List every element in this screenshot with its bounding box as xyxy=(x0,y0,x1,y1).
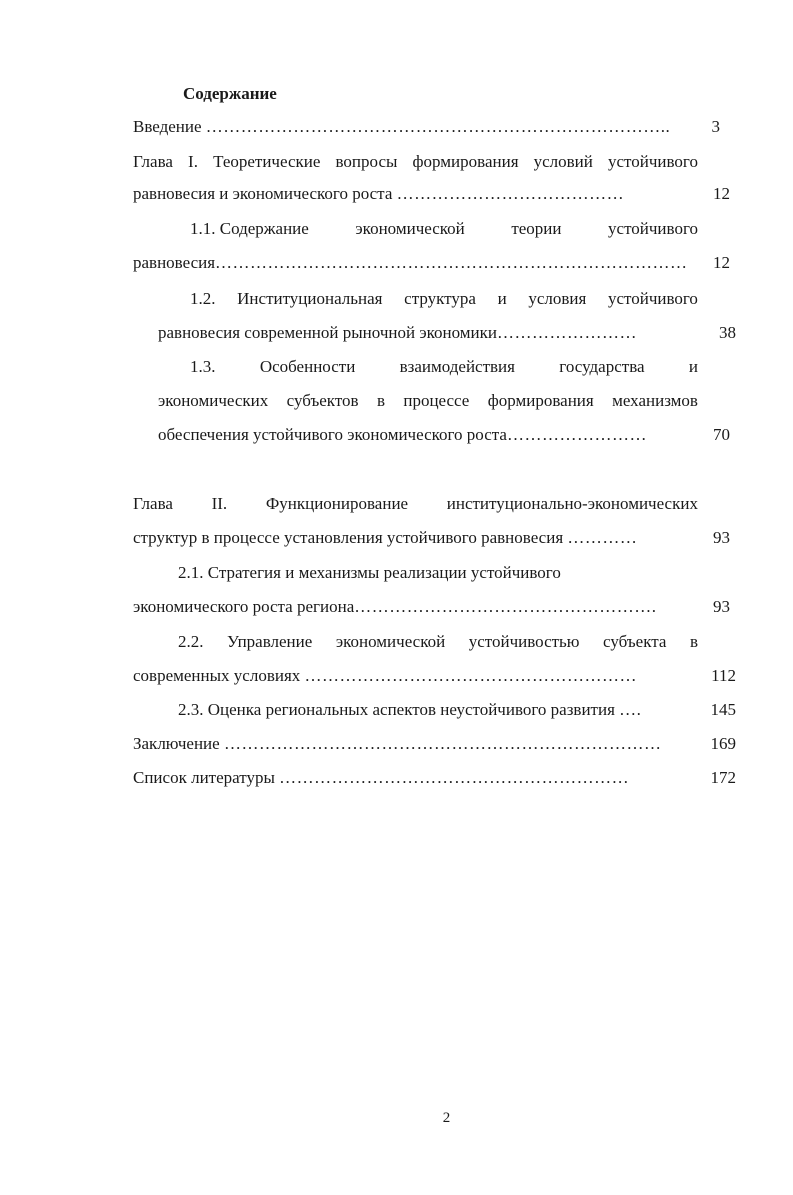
toc-entry-conclusion: Заключение ………………………………………………………………… xyxy=(133,734,662,753)
toc-entry-section-1-3-line2: экономических субъектов в процессе формирования механизмов xyxy=(158,391,698,410)
toc-page-conclusion: 169 xyxy=(710,734,736,753)
toc-entry-section-2-2-line2: современных условиях ………………………………………………… xyxy=(133,666,638,685)
toc-entry-section-1-2-line1: 1.2. Институциональная структура и условия устойчивого xyxy=(190,289,698,308)
toc-entry-references: Список литературы …………………………………………………… xyxy=(133,768,630,787)
toc-entry-section-2-3: 2.3. Оценка региональных аспектов неустойчивого развития …. xyxy=(178,700,642,719)
toc-entry-chapter-1-line2: равновесия и экономического роста ………………………………… xyxy=(133,184,625,203)
toc-page-section-2-1: 93 xyxy=(713,597,730,616)
toc-entry-section-1-1-line2: равновесия……………………………………………………………………… xyxy=(133,253,688,272)
toc-entry-section-2-1-line1: 2.1. Стратегия и механизмы реализации устойчивого xyxy=(178,563,561,582)
toc-entry-intro: Введение …………………………………………………………………….. xyxy=(133,117,671,136)
toc-page-section-1-1: 12 xyxy=(713,253,730,272)
toc-page-chapter-2: 93 xyxy=(713,528,730,547)
page-number: 2 xyxy=(442,1110,451,1126)
toc-entry-section-1-2-line2: равновесия современной рыночной экономики…………………… xyxy=(158,323,637,342)
toc-entry-chapter-1-line1: Глава I. Теоретические вопросы формирования условий устойчивого xyxy=(133,152,698,171)
toc-entry-section-2-2-line1: 2.2. Управление экономической устойчивостью субъекта в xyxy=(178,632,698,651)
toc-page-chapter-1: 12 xyxy=(713,184,730,203)
toc-page-section-2-3: 145 xyxy=(710,700,736,719)
toc-page-intro: 3 xyxy=(711,117,720,136)
toc-page-section-1-3: 70 xyxy=(713,425,730,444)
toc-page-section-1-2: 38 xyxy=(719,323,736,342)
toc-page-section-2-2: 112 xyxy=(711,666,736,685)
toc-entry-chapter-2-line2: структур в процессе установления устойчивого равновесия ………… xyxy=(133,528,638,547)
toc-entry-section-1-1-line1: 1.1. Содержание экономической теории устойчивого xyxy=(190,219,698,238)
toc-entry-section-2-1-line2: экономического роста региона……………………………………………. xyxy=(133,597,657,616)
toc-entry-section-1-3-line1: 1.3. Особенности взаимодействия государства и xyxy=(190,357,698,376)
toc-entry-section-1-3-line3: обеспечения устойчивого экономического роста…………………… xyxy=(158,425,647,444)
toc-title: Содержание xyxy=(183,84,277,103)
toc-entry-chapter-2-line1: Глава II. Функционирование институционально-экономических xyxy=(133,494,698,513)
toc-page-references: 172 xyxy=(710,768,736,787)
